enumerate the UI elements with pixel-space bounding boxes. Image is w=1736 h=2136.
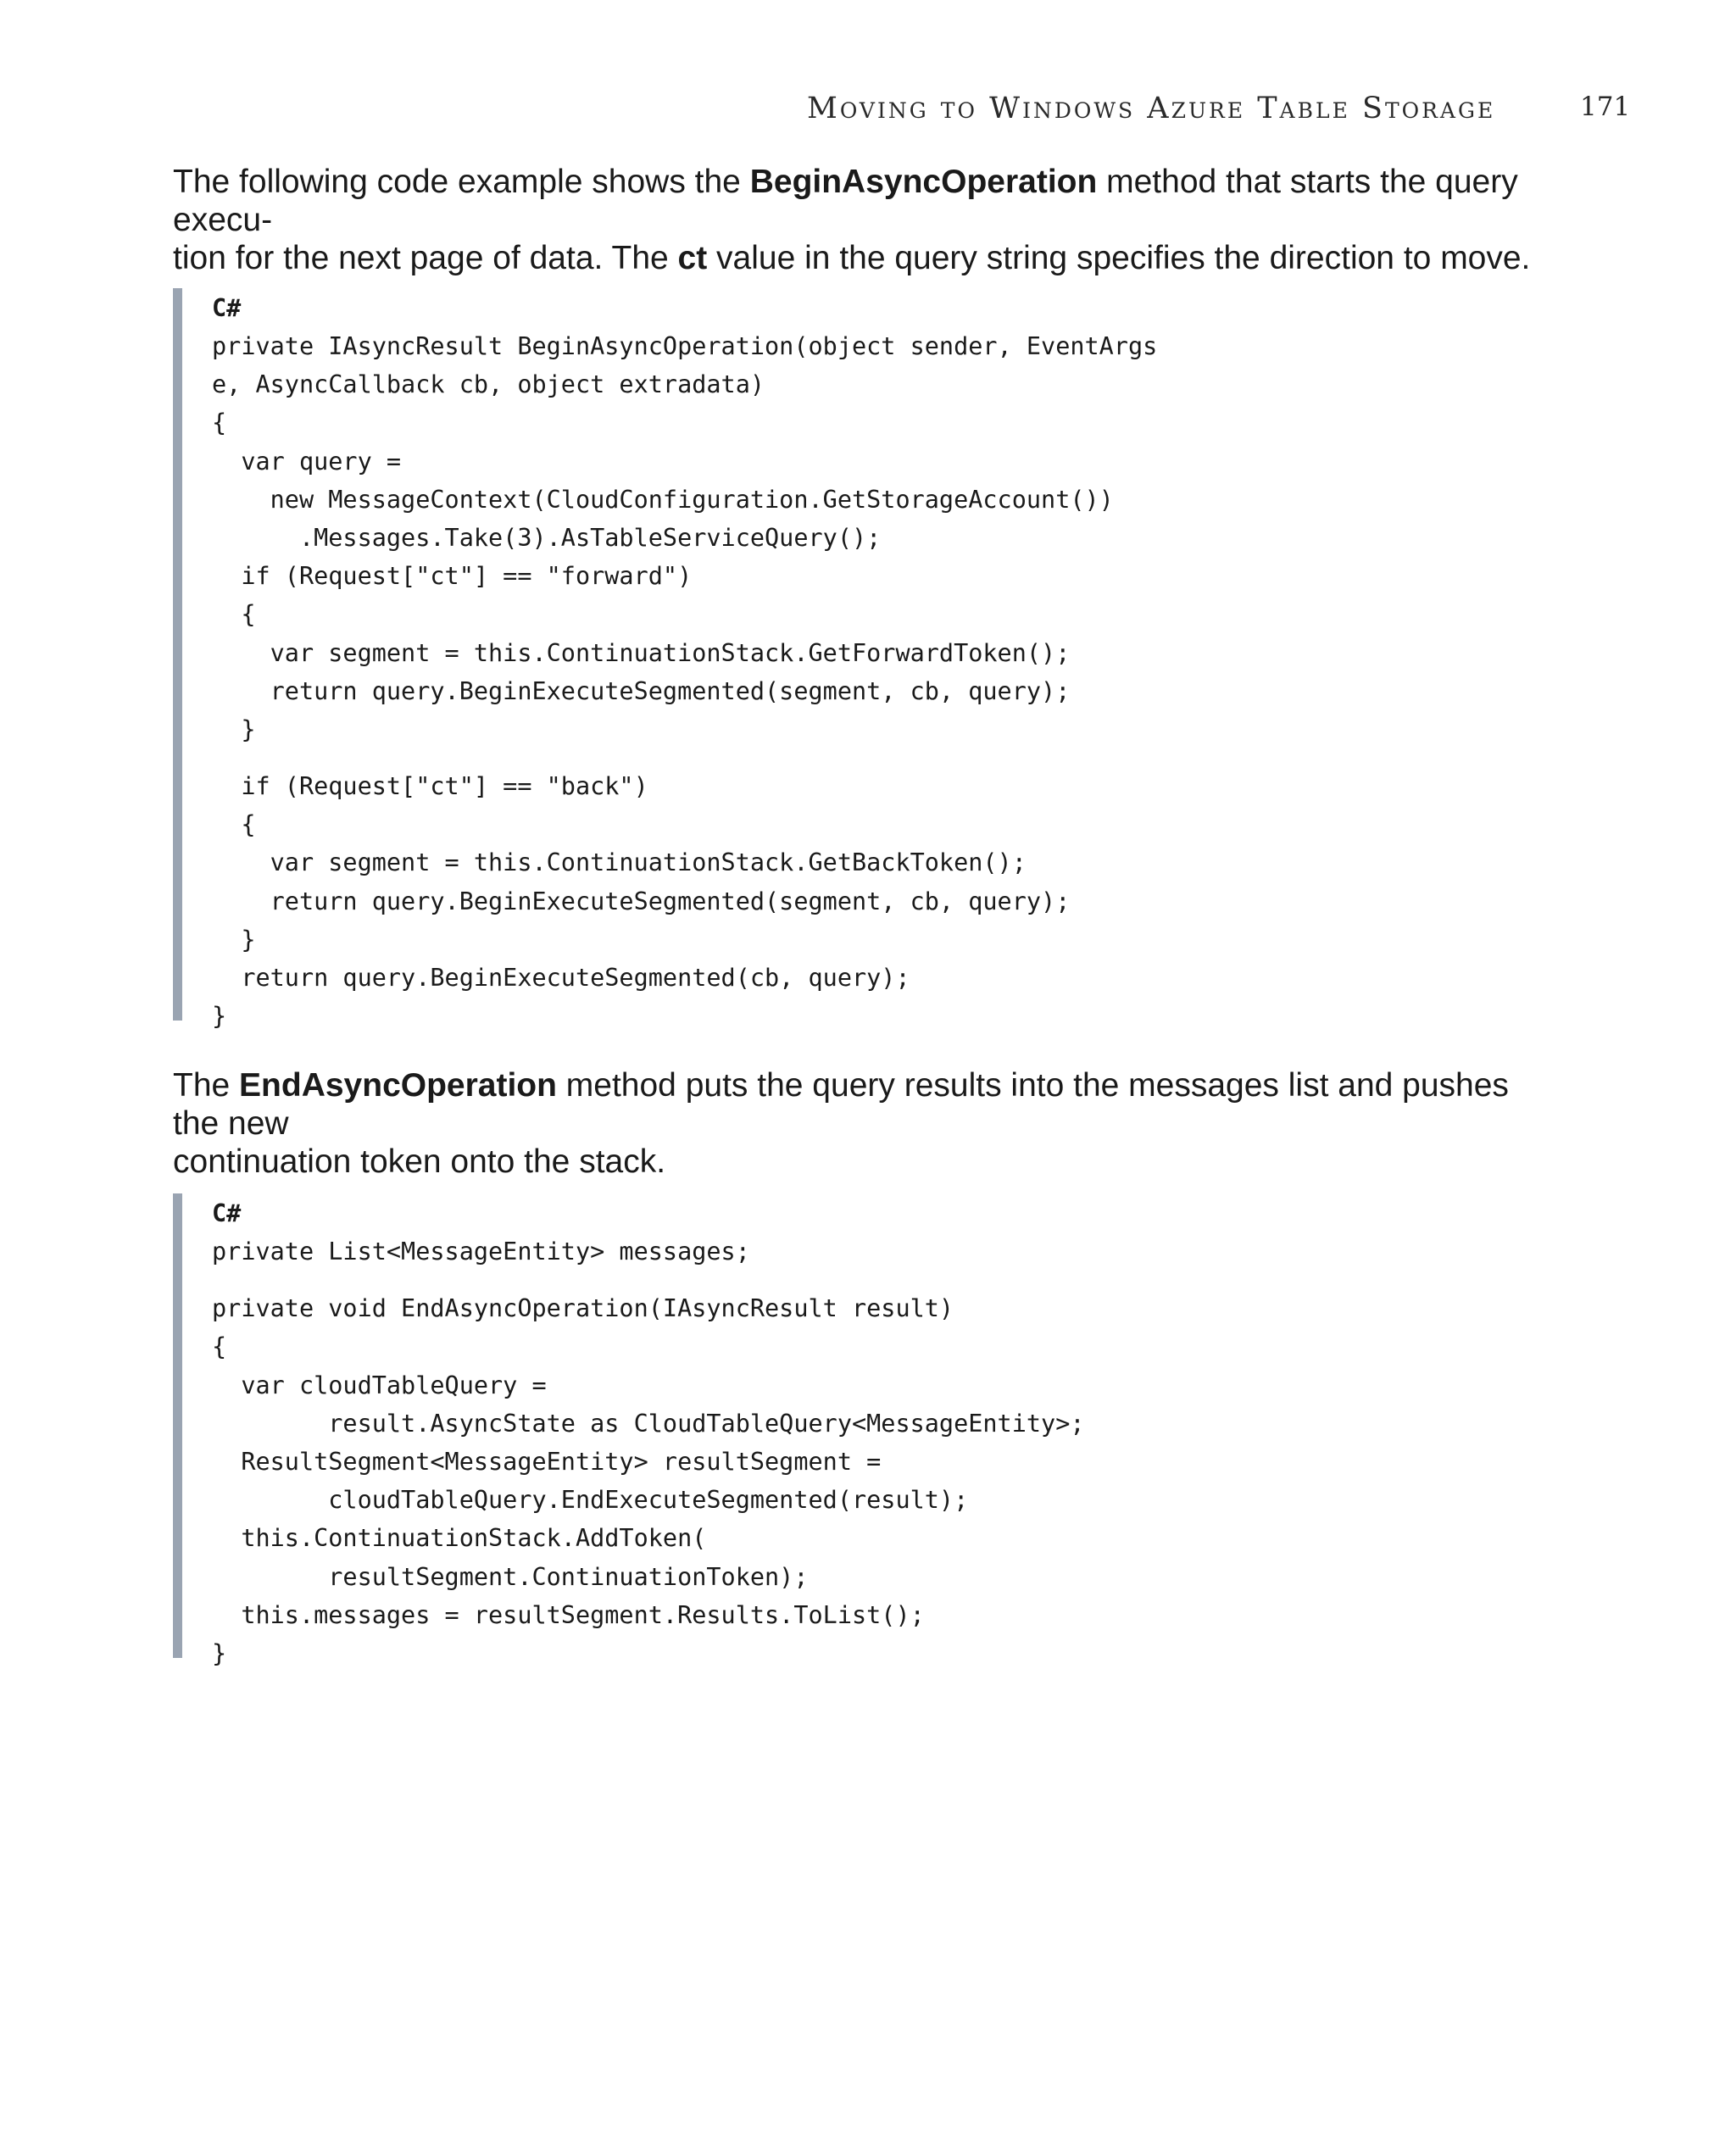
code-line: } bbox=[212, 1638, 227, 1667]
code-line: this.messages = resultSegment.Results.ToList(); bbox=[212, 1600, 925, 1629]
code-line: { bbox=[212, 810, 256, 839]
text-span: The following code example shows the bbox=[173, 164, 750, 200]
code-line: resultSegment.ContinuationToken); bbox=[212, 1562, 809, 1591]
text-span: value in the query string specifies the direction to move. bbox=[707, 240, 1531, 276]
code-line: ResultSegment<MessageEntity> resultSegment = bbox=[212, 1447, 882, 1476]
code-line: this.ContinuationStack.AddToken( bbox=[212, 1524, 707, 1553]
code-line: var cloudTableQuery = bbox=[212, 1371, 547, 1399]
bold-term-end-async-operation: EndAsyncOperation bbox=[239, 1067, 557, 1104]
code-line: private IAsyncResult BeginAsyncOperation(object sender, EventArgs bbox=[212, 332, 1158, 360]
bold-term-begin-async-operation: BeginAsyncOperation bbox=[749, 164, 1098, 200]
code-line: { bbox=[212, 1332, 227, 1361]
text-span: method that starts the query execu- bbox=[173, 164, 1518, 238]
text-span: The bbox=[173, 1067, 240, 1104]
code-language-label: C# bbox=[212, 1199, 242, 1227]
text-span: method puts the query results into the messages list and pushes the new bbox=[173, 1067, 1509, 1142]
code-block-begin-async-operation bbox=[173, 288, 1360, 1031]
code-line: return query.BeginExecuteSegmented(cb, query); bbox=[212, 964, 910, 992]
code-line: var segment = this.ContinuationStack.GetForwardToken(); bbox=[212, 638, 1071, 667]
code-line: cloudTableQuery.EndExecuteSegmented(result); bbox=[212, 1486, 969, 1515]
code-line: private void EndAsyncOperation(IAsyncResult result) bbox=[212, 1294, 954, 1323]
code-line: if (Request["ct"] == "forward") bbox=[212, 562, 693, 591]
code-line: var query = bbox=[212, 447, 402, 476]
code-line: result.AsyncState as CloudTableQuery<MessageEntity>; bbox=[212, 1409, 1085, 1438]
code-gap bbox=[212, 1271, 1360, 1289]
code-line: } bbox=[212, 1002, 227, 1031]
code-line: } bbox=[212, 715, 256, 743]
code-gap bbox=[212, 748, 1360, 767]
code-line: e, AsyncCallback cb, object extradata) bbox=[212, 370, 765, 399]
code-line: { bbox=[212, 600, 256, 629]
code-line: return query.BeginExecuteSegmented(segment, cb, query); bbox=[212, 887, 1071, 915]
code-line: if (Request["ct"] == "back") bbox=[212, 772, 648, 801]
paragraph-end-async-intro bbox=[173, 1066, 1563, 1181]
running-head: Moving to Windows Azure Table Storage bbox=[807, 92, 1496, 125]
code-line: return query.BeginExecuteSegmented(segment, cb, query); bbox=[212, 676, 1071, 705]
code-line: new MessageContext(CloudConfiguration.GetStorageAccount()) bbox=[212, 485, 1114, 514]
code-line: private List<MessageEntity> messages; bbox=[212, 1238, 750, 1265]
paragraph-begin-async-intro bbox=[173, 163, 1563, 277]
bold-term-ct: ct bbox=[677, 240, 708, 276]
code-line: .Messages.Take(3).AsTableServiceQuery(); bbox=[212, 523, 882, 552]
code-line: } bbox=[212, 925, 256, 954]
page-number: 171 bbox=[1580, 92, 1631, 122]
code-line: { bbox=[212, 409, 227, 437]
text-span: continuation token onto the stack. bbox=[173, 1143, 666, 1180]
text-span: tion for the next page of data. The bbox=[173, 240, 678, 276]
code-language-label: C# bbox=[212, 294, 242, 322]
code-line: var segment = this.ContinuationStack.GetBackToken(); bbox=[212, 848, 1027, 877]
code-block-end-async-operation bbox=[173, 1193, 1360, 1667]
